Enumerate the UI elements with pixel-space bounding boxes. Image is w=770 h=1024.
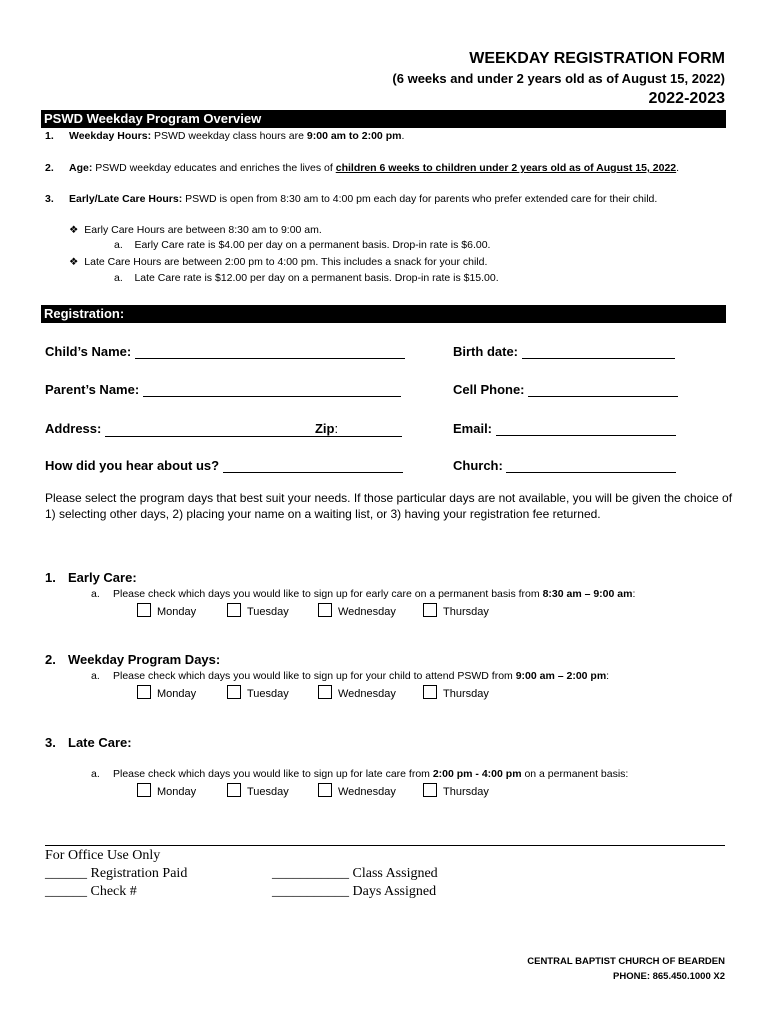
overview-item-label: Age:: [69, 162, 93, 174]
day-label: Wednesday: [338, 606, 396, 618]
overview-item-num: 1.: [45, 130, 54, 142]
instruction-text: Please check which days you would like to sign up for early care on a permanent basis from: [113, 588, 543, 600]
day-label: Tuesday: [247, 786, 289, 798]
cell-phone-line[interactable]: [528, 382, 678, 397]
heard-about-field[interactable]: [45, 458, 403, 473]
day-checkbox-tuesday[interactable]: [227, 603, 289, 618]
late-care-rate: [114, 272, 499, 284]
childs-name-line[interactable]: [135, 344, 405, 359]
day-checkbox-thursday[interactable]: [423, 783, 489, 798]
early-care-bullet: [69, 224, 322, 236]
checkbox[interactable]: [423, 783, 437, 797]
weekday-program-section-title: [45, 652, 220, 667]
day-label: Monday: [157, 786, 197, 798]
birth-date-line[interactable]: [522, 344, 675, 359]
zip-colon: :: [334, 421, 339, 436]
sub-letter: a.: [91, 670, 100, 682]
checkbox[interactable]: [137, 603, 151, 617]
email-field[interactable]: [453, 421, 676, 436]
birth-date-label: Birth date:: [453, 344, 518, 359]
form-subtitle: (6 weeks and under 2 years old as of August 15, 2022): [392, 71, 725, 86]
day-checkbox-thursday[interactable]: [423, 685, 489, 700]
email-label: Email:: [453, 421, 493, 436]
overview-item-2: [45, 162, 679, 174]
days-assigned: ___________ Days Assigned: [272, 884, 437, 899]
checkbox[interactable]: [318, 783, 332, 797]
office-use-heading: For Office Use Only: [45, 848, 161, 863]
checkbox[interactable]: [137, 783, 151, 797]
class-assigned: ___________ Class Assigned: [272, 866, 438, 881]
day-label: Wednesday: [338, 786, 396, 798]
day-checkbox-monday[interactable]: [137, 783, 196, 798]
sub-letter: a.: [114, 239, 123, 251]
overview-item-3: [45, 193, 657, 205]
instruction-end: :: [632, 588, 636, 600]
parents-name-label: Parent’s Name:: [45, 382, 140, 397]
heard-about-line[interactable]: [223, 458, 403, 473]
zip-label: Zip: [314, 421, 335, 436]
overview-item-bold: 9:00 am to 2:00 pm: [306, 130, 402, 142]
overview-item-end: .: [676, 162, 680, 174]
early-care-section-title: [45, 570, 137, 585]
day-checkbox-tuesday[interactable]: [227, 685, 289, 700]
birth-date-field[interactable]: [453, 344, 675, 359]
registration-heading: Registration:: [41, 305, 726, 323]
address-field[interactable]: [45, 421, 402, 437]
program-days-intro: Please select the program days that best suit your needs. If those particular days are not available, you will be given the choice of 1) selecting other days, 2) placing your name on a waiting list, or 3) having your registration fee returned.: [45, 491, 733, 521]
footer-phone: PHONE: 865.450.1000 X2: [613, 971, 725, 982]
form-year: 2022-2023: [648, 90, 725, 107]
checkbox[interactable]: [318, 603, 332, 617]
address-label: Address:: [45, 421, 102, 436]
bullet-text: Late Care Hours are between 2:00 pm to 4:00 pm. This includes a snack for your child.: [84, 256, 488, 268]
overview-item-label: Weekday Hours:: [69, 130, 152, 142]
weekday-program-instruction: [91, 670, 609, 682]
address-line[interactable]: [105, 422, 315, 437]
day-checkbox-monday[interactable]: [137, 685, 196, 700]
day-label: Monday: [157, 606, 197, 618]
checkbox[interactable]: [318, 685, 332, 699]
office-divider: [45, 845, 725, 846]
day-label: Thursday: [443, 688, 489, 700]
overview-item-num: 2.: [45, 162, 54, 174]
form-title: WEEKDAY REGISTRATION FORM: [469, 50, 725, 67]
overview-heading: PSWD Weekday Program Overview: [41, 110, 726, 128]
instruction-end: on a permanent basis:: [521, 768, 629, 780]
day-checkbox-tuesday[interactable]: [227, 783, 289, 798]
section-title: Weekday Program Days:: [68, 652, 221, 667]
heard-about-label: How did you hear about us?: [45, 458, 220, 473]
church-line[interactable]: [506, 458, 676, 473]
section-num: 3.: [45, 735, 56, 750]
instruction-text: Please check which days you would like to sign up for your child to attend PSWD from: [113, 670, 516, 682]
overview-item-bold: children 6 weeks to children under 2 years old as of August 15, 2022: [335, 162, 677, 174]
cell-phone-field[interactable]: [453, 382, 678, 397]
day-checkbox-wednesday[interactable]: [318, 603, 396, 618]
cell-phone-label: Cell Phone:: [453, 382, 525, 397]
early-care-instruction: [91, 588, 635, 600]
zip-line[interactable]: [338, 422, 402, 437]
section-title: Early Care:: [68, 570, 137, 585]
zip-label-wrap: [315, 421, 338, 437]
checkbox[interactable]: [227, 685, 241, 699]
late-care-section-title: [45, 735, 132, 750]
check-number: ______ Check #: [45, 884, 137, 899]
church-field[interactable]: [453, 458, 676, 473]
late-care-bullet: [69, 256, 487, 268]
late-care-instruction: [91, 768, 628, 780]
parents-name-field[interactable]: [45, 382, 401, 397]
day-checkbox-monday[interactable]: [137, 603, 196, 618]
checkbox[interactable]: [423, 603, 437, 617]
day-label: Tuesday: [247, 688, 289, 700]
sub-letter: a.: [114, 272, 123, 284]
sub-letter: a.: [91, 768, 100, 780]
childs-name-label: Child’s Name:: [45, 344, 132, 359]
early-care-rate: [114, 239, 490, 251]
overview-item-text: PSWD is open from 8:30 am to 4:00 pm each day for parents who prefer extended care for their child.: [182, 193, 658, 205]
instruction-end: :: [606, 670, 610, 682]
day-label: Wednesday: [338, 688, 396, 700]
day-checkbox-wednesday[interactable]: [318, 783, 396, 798]
instruction-time: 2:00 pm - 4:00 pm: [432, 768, 522, 780]
day-checkbox-wednesday[interactable]: [318, 685, 396, 700]
diamond-bullet-icon: ❖: [69, 256, 79, 268]
overview-item-label: Early/Late Care Hours:: [69, 193, 183, 205]
checkbox[interactable]: [227, 783, 241, 797]
overview-item-text: PSWD weekday class hours are: [151, 130, 307, 142]
registration-paid: ______ Registration Paid: [45, 866, 188, 881]
section-title: Late Care:: [68, 735, 132, 750]
overview-item-text: PSWD weekday educates and enriches the lives of: [92, 162, 336, 174]
church-label: Church:: [453, 458, 503, 473]
email-line[interactable]: [496, 421, 676, 436]
section-num: 1.: [45, 570, 56, 585]
instruction-time: 9:00 am – 2:00 pm: [515, 670, 607, 682]
footer-church-name: CENTRAL BAPTIST CHURCH OF BEARDEN: [527, 956, 725, 967]
day-checkbox-thursday[interactable]: [423, 603, 489, 618]
overview-item-end: .: [401, 130, 405, 142]
day-label: Thursday: [443, 606, 489, 618]
overview-item-1: [45, 130, 404, 142]
sub-letter: a.: [91, 588, 100, 600]
checkbox[interactable]: [423, 685, 437, 699]
instruction-time: 8:30 am – 9:00 am: [542, 588, 633, 600]
day-label: Tuesday: [247, 606, 289, 618]
day-label: Monday: [157, 688, 197, 700]
sub-text: Late Care rate is $12.00 per day on a permanent basis. Drop-in rate is $15.00.: [134, 272, 499, 284]
bullet-text: Early Care Hours are between 8:30 am to 9:00 am.: [84, 224, 322, 236]
childs-name-field[interactable]: [45, 344, 405, 359]
diamond-bullet-icon: ❖: [69, 224, 79, 236]
sub-text: Early Care rate is $4.00 per day on a permanent basis. Drop-in rate is $6.00.: [134, 239, 491, 251]
overview-item-num: 3.: [45, 193, 54, 205]
checkbox[interactable]: [137, 685, 151, 699]
parents-name-line[interactable]: [143, 382, 401, 397]
instruction-text: Please check which days you would like to sign up for late care from: [113, 768, 433, 780]
day-label: Thursday: [443, 786, 489, 798]
checkbox[interactable]: [227, 603, 241, 617]
section-num: 2.: [45, 652, 56, 667]
